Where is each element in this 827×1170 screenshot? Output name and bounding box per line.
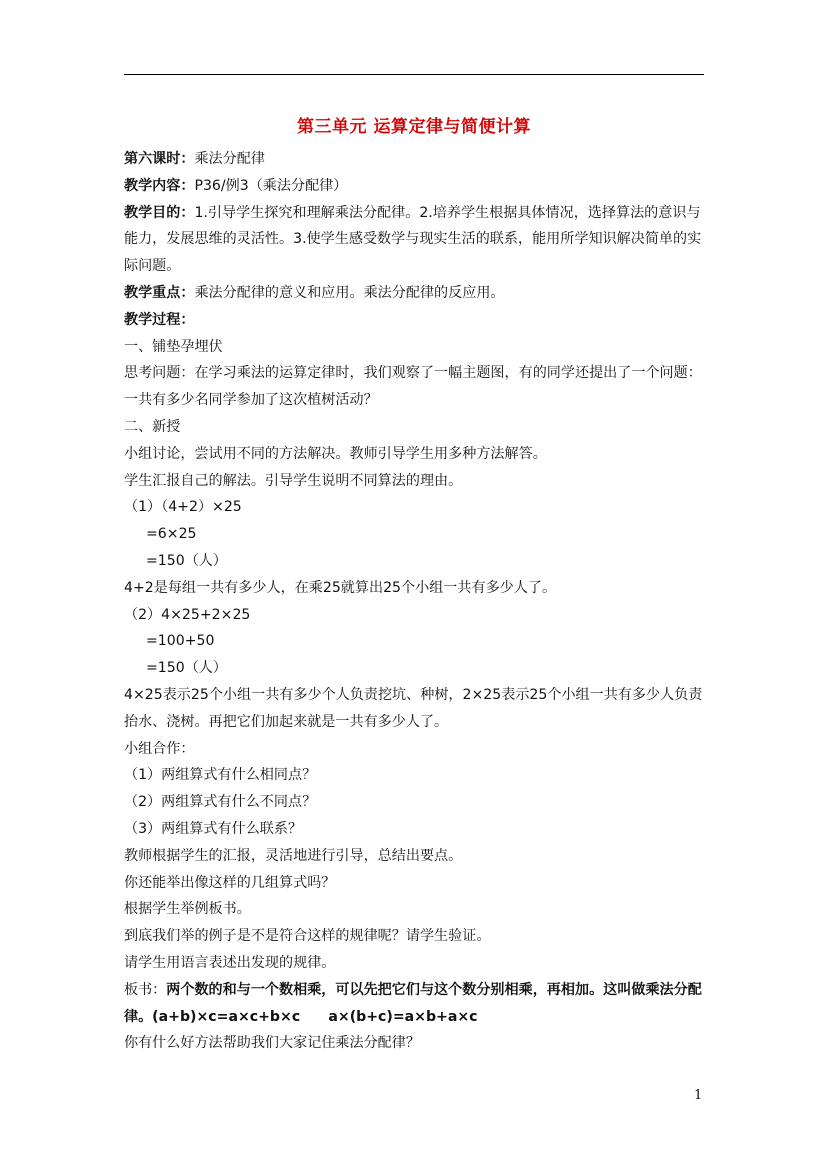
goal-label: 教学目的：: [124, 204, 195, 221]
focus-value: 乘法分配律的意义和应用。乘法分配律的反应用。: [194, 284, 505, 301]
method2-expression: （2）4×25+2×25: [124, 606, 251, 623]
ask-line: 你还能举出像这样的几组算式吗？: [124, 874, 336, 891]
document-body: [124, 146, 706, 1057]
question-paragraph: 思考问题：在学习乘法的运算定律时，我们观察了一幅主题图，有的同学还提出了一个问题：一共有多少名同学参加了这次植树活动？: [124, 365, 702, 409]
goal-paragraph: [124, 200, 706, 280]
lesson-label: 第六课时：: [124, 151, 195, 167]
verify-line: 到底我们举的例子是不是符合这样的规律呢？请学生验证。: [124, 928, 491, 945]
method1-result: =150（人）: [146, 552, 227, 569]
coop-question-3: （3）两组算式有什么联系？: [124, 820, 303, 837]
section-2-heading: 二、新授: [124, 418, 181, 435]
page-title: 第三单元 运算定律与简便计算: [297, 117, 531, 137]
lesson-line: [124, 146, 706, 173]
board-text: 两个数的和与一个数相乘，可以先把它们与这个数分别相乘，再相加。这叫做乘法分配律。(a+b)×c=a×c+b×c a×(b+c)=a×b+a×c: [124, 981, 702, 1025]
content-label: 教学内容：: [124, 177, 195, 194]
remember-line: 你有什么好方法帮助我们大家记住乘法分配律？: [124, 1035, 420, 1052]
discuss-line: 小组讨论，尝试用不同的方法解决。教师引导学生用多种方法解答。: [124, 445, 547, 462]
coop-question-1: （1）两组算式有什么相同点？: [124, 767, 317, 784]
process-label: 教学过程：: [124, 311, 195, 328]
content-line: [124, 173, 706, 200]
method2-result: =150（人）: [146, 660, 227, 677]
board-paragraph: [124, 977, 706, 1031]
report-line: 学生汇报自己的解法。引导学生说明不同算法的理由。: [124, 472, 463, 489]
method1-expression: （1）（4+2）×25: [124, 499, 242, 516]
section-1-heading: 一、铺垫孕埋伏: [124, 338, 223, 355]
express-line: 请学生用语言表述出发现的规律。: [124, 954, 336, 971]
board-label: 板书：: [124, 981, 167, 998]
focus-line: [124, 280, 706, 307]
method1-note: 4+2是每组一共有多少人，在乘25就算出25个小组一共有多少人了。: [124, 579, 557, 596]
guide-line: 教师根据学生的汇报，灵活地进行引导，总结出要点。: [124, 847, 463, 864]
lesson-value: 乘法分配律: [194, 151, 265, 167]
content-value: P36/例3（乘法分配律）: [194, 177, 348, 194]
focus-label: 教学重点：: [124, 284, 195, 301]
goal-value: 1.引导学生探究和理解乘法分配律。2.培养学生根据具体情况，选择算法的意识与能力，发展思维的灵活性。3.使学生感受数学与现实生活的联系，能用所学知识解决简单的实际问题。: [124, 204, 702, 275]
method1-step: =6×25: [146, 526, 197, 543]
coop-question-2: （2）两组算式有什么不同点？: [124, 794, 317, 811]
board-examples-line: 根据学生举例板书。: [124, 901, 251, 918]
page-number: 1: [694, 1088, 703, 1103]
header-rule: [124, 74, 704, 75]
coop-heading: 小组合作：: [124, 740, 195, 757]
method2-step: =100+50: [146, 633, 215, 650]
method2-note: 4×25表示25个小组一共有多少个人负责挖坑、种树，2×25表示25个小组一共有多少人负责抬水、浇树。再把它们加起来就是一共有多少人了。: [124, 686, 703, 730]
